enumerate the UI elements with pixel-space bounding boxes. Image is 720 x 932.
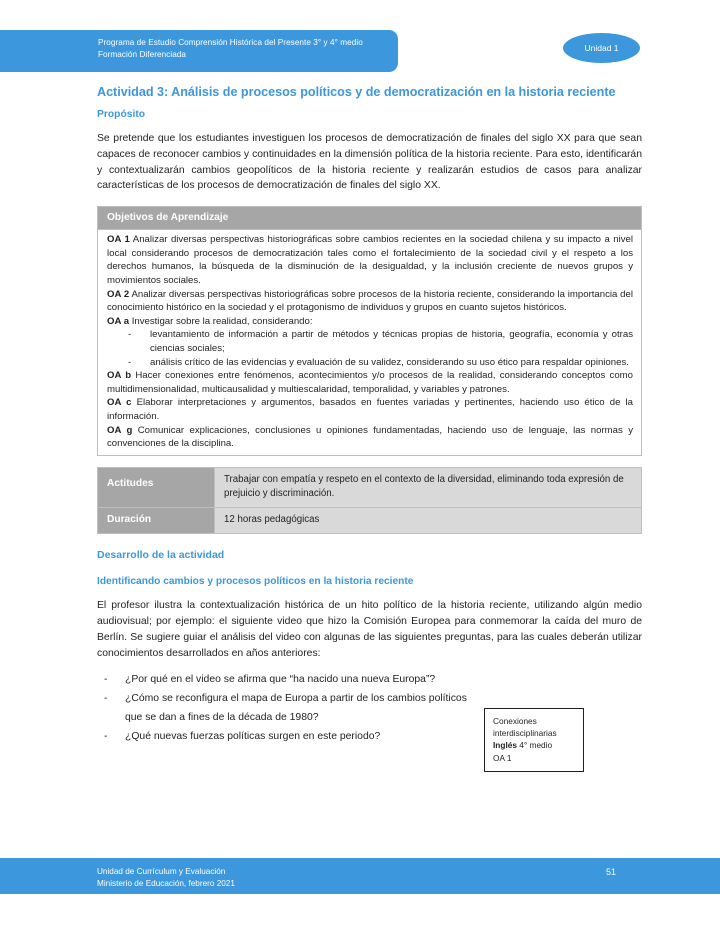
actitudes-value: Trabajar con empatía y respeto en el contexto de la diversidad, eliminando toda expresión de prejuicio y discriminación. (215, 467, 642, 507)
oa-code: OA a (107, 315, 130, 327)
oa-item (107, 369, 633, 396)
list-item (97, 727, 477, 746)
oa-subitem (107, 328, 633, 355)
connections-line2: interdisciplinarias (493, 728, 557, 739)
connections-subject-line (493, 739, 576, 751)
oa-item (107, 288, 633, 315)
table-row (98, 467, 642, 507)
program-title-line2: Formación Diferenciada (98, 49, 187, 59)
oa-item (107, 315, 633, 329)
learning-objectives-table (97, 206, 642, 456)
question-text: ¿Cómo se reconfigura el mapa de Europa a partir de los cambios políticos que se dan a fines de la década de 1980? (125, 693, 467, 724)
oa-text: Hacer conexiones entre fenómenos, acontecimientos y/o procesos de la realidad, considerando conceptos como multidimensionalidad, multicausalidad y multiescalaridad, temporalidad, y variables y patrones. (107, 370, 633, 395)
dash-bullet-icon: - (104, 674, 108, 686)
oa-text: Investigar sobre la realidad, considerando: (129, 315, 313, 327)
oa-code: OA 1 (107, 234, 130, 246)
actitudes-label: Actitudes (98, 467, 215, 507)
footer-line2: Ministerio de Educación, febrero 2021 (97, 878, 235, 888)
connections-oa: OA 1 (493, 752, 512, 763)
purpose-heading: Propósito (97, 109, 146, 120)
oa-table-header: Objetivos de Aprendizaje (98, 207, 642, 230)
attributes-table (97, 467, 642, 535)
table-row (98, 230, 642, 456)
oa-items-container (107, 233, 633, 451)
question-list (97, 670, 477, 746)
connections-line1: Conexiones (493, 716, 537, 726)
question-text: ¿Qué nuevas fuerzas políticas surgen en este periodo? (125, 731, 381, 743)
dash-bullet-icon: - (104, 731, 108, 743)
oa-code: OA c (107, 397, 132, 409)
list-item (97, 689, 477, 727)
dash-bullet-icon: - (128, 329, 132, 341)
oa-subitem-text: análisis crítico de las evidencias y evaluación de su validez, considerando su uso ético para respaldar opiniones. (150, 356, 629, 368)
purpose-paragraph: Se pretende que los estudiantes investiguen los procesos de democratización de finales del siglo XX para que sean capaces de reconocer cambios y continuidades en la dimensión política de la historia reciente. Para esto, identificarán y contextualizarán cambios geopolíticos de la historia reciente y realizarán estudios de casos para analizar características de los procesos de democratización de finales del siglo XX. (97, 133, 642, 192)
duracion-label: Duración (98, 508, 215, 534)
oa-item (107, 233, 633, 287)
oa-subitem (107, 356, 633, 370)
development-heading: Desarrollo de la actividad (97, 549, 225, 562)
oa-sublist (107, 328, 633, 369)
oa-text: Analizar diversas perspectivas historiográficas sobre procesos de la historia reciente, considerando la importancia del conocimiento histórico en la sociedad y el protagonismo de individuos y grupos en cuanto sujetos históricos. (107, 288, 633, 314)
footer-text (97, 866, 235, 889)
oa-code: OA b (107, 370, 132, 382)
oa-item (107, 424, 633, 451)
page-number: 51 (606, 867, 617, 877)
table-row (98, 508, 642, 534)
unit-badge: Unidad 1 (563, 33, 640, 63)
header-bar (0, 30, 398, 72)
footer-line1: Unidad de Currículum y Evaluación (97, 867, 226, 876)
connections-level: 4° medio (516, 740, 553, 751)
oa-subitem-text: levantamiento de información a partir de métodos y técnicas propias de historia, geografía, economía y otras ciencias sociales; (150, 329, 633, 354)
oa-text: Comunicar explicaciones, conclusiones u opiniones fundamentadas, haciendo uso de lenguaje, las normas y convenciones de la disciplina. (107, 424, 633, 450)
oa-text: Analizar diversas perspectivas historiográficas sobre cambios recientes en la sociedad chilena y su impacto a nivel local considerando procesos de democratización tales como el fortalecimiento de la sociedad civil y el respeto a los derechos humanos, la búsqueda de la disminución de la desigualdad, y la inclusión creciente de nuevos grupos y movimientos sociales. (107, 234, 633, 286)
oa-table-body (98, 230, 642, 456)
development-subheading: Identificando cambios y procesos políticos en la historia reciente (97, 576, 414, 588)
oa-code: OA 2 (107, 288, 130, 300)
program-title-line1: Programa de Estudio Comprensión Histórica del Presente 3° y 4° medio (98, 38, 363, 47)
development-paragraph: El profesor ilustra la contextualización histórica de un hito político de la historia reciente, utilizando algún medio audiovisual; por ejemplo: el siguiente video que hizo la Comisión Europea para conmemorar la caída del muro de Berlín. Se sugiere guiar el análisis del video con algunas de las siguientes preguntas, para las cuales deberán utilizar conocimientos desarrollados en años anteriores: (97, 600, 642, 659)
question-text: ¿Por qué en el video se afirma que “ha nacido una nueva Europa”? (125, 674, 436, 686)
interdisciplinary-connections-box (484, 708, 584, 772)
oa-code: OA g (107, 424, 133, 436)
dash-bullet-icon: - (128, 356, 132, 368)
duracion-value: 12 horas pedagógicas (215, 508, 642, 534)
page-title: Actividad 3: Análisis de procesos políticos y de democratización en la historia reciente (97, 85, 616, 99)
table-row (98, 207, 642, 230)
list-item (97, 670, 477, 689)
oa-item (107, 396, 633, 423)
dash-bullet-icon: - (104, 693, 108, 705)
oa-text: Elaborar interpretaciones y argumentos, basados en fuentes variadas y pertinentes, haciendo uso ético de la información. (107, 397, 633, 422)
content-area (97, 84, 642, 746)
connections-subject: Inglés (493, 740, 517, 751)
